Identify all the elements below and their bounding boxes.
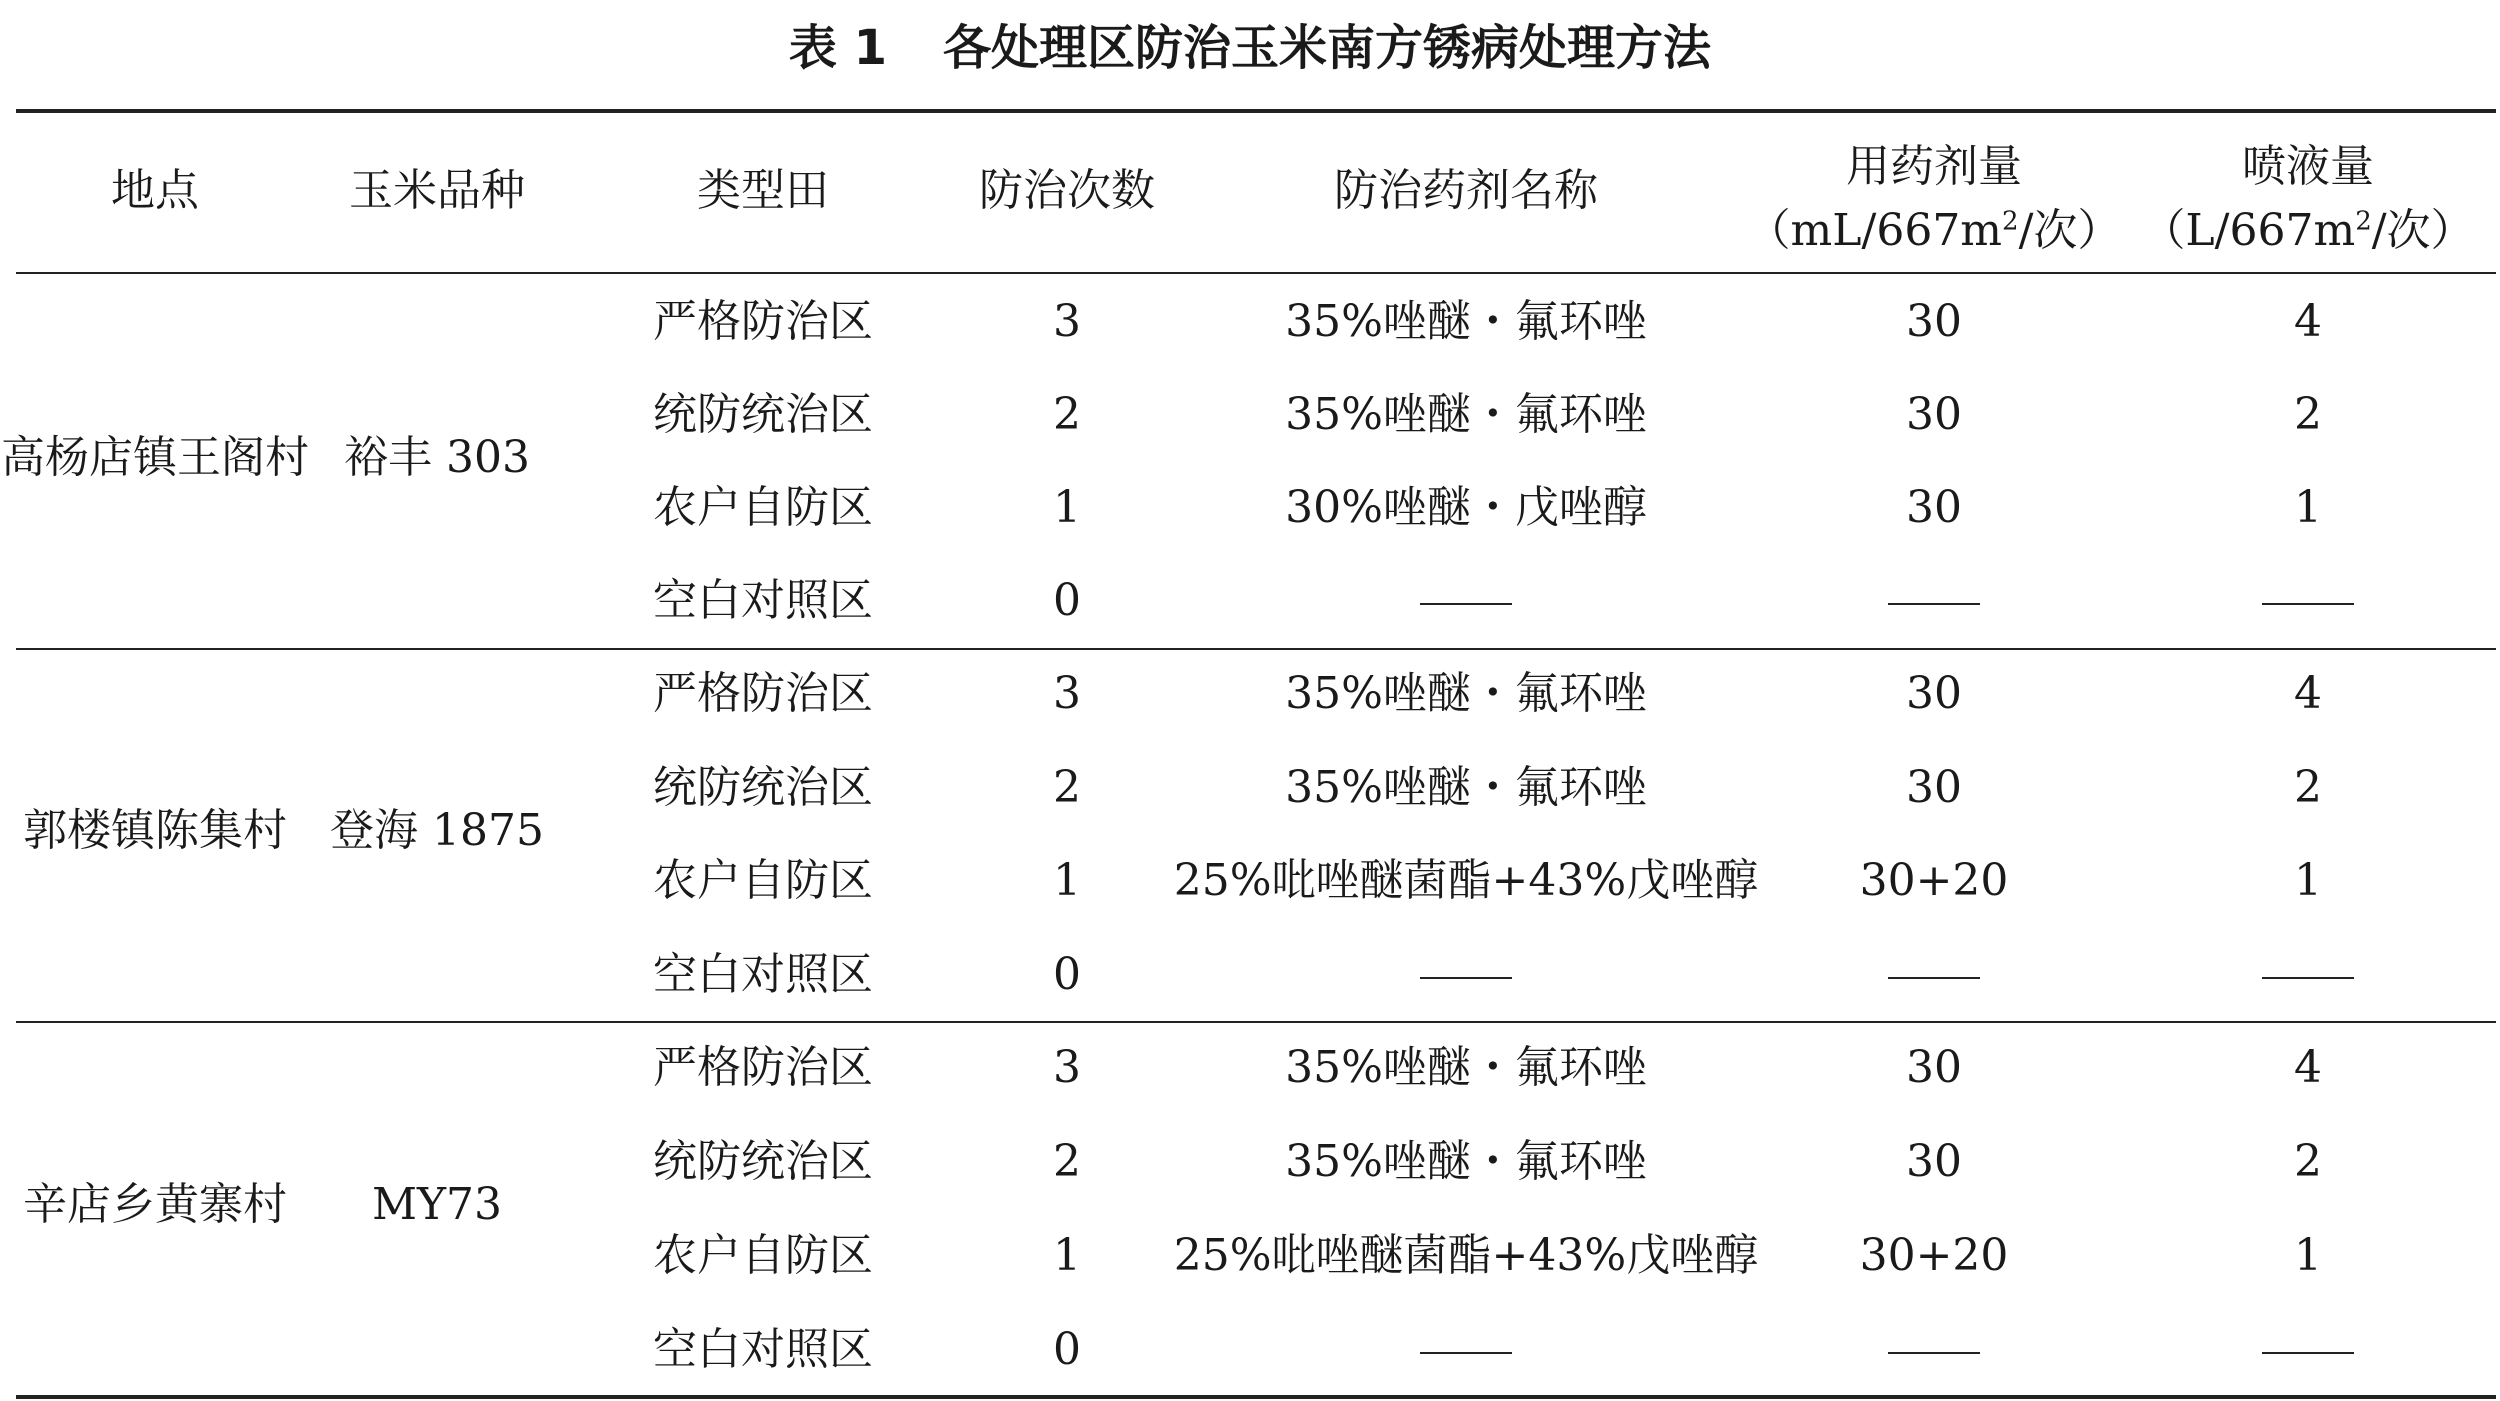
cell-times: 3 bbox=[1053, 1042, 1081, 1093]
column-header bbox=[1724, 135, 2144, 263]
cell-spray: 2 bbox=[2294, 389, 2322, 440]
empty-dash bbox=[1888, 1352, 1980, 1354]
cell-times: 2 bbox=[1053, 1136, 1081, 1187]
cell-location: 郭楼镇陈集村 bbox=[23, 804, 287, 856]
cell-location: 辛店乡黄寨村 bbox=[23, 1179, 287, 1230]
table-rule bbox=[16, 109, 2496, 113]
cell-field-type: 统防统治区 bbox=[653, 1136, 873, 1187]
cell-location: 高杨店镇王阁村 bbox=[1, 431, 309, 483]
cell-agent: 30%唑醚・戊唑醇 bbox=[1285, 482, 1647, 533]
empty-dash bbox=[1420, 1352, 1512, 1354]
cell-spray: 1 bbox=[2294, 482, 2322, 533]
cell-variety: 裕丰 303 bbox=[344, 431, 530, 483]
empty-dash bbox=[1888, 603, 1980, 605]
cell-field-type: 空白对照区 bbox=[653, 1324, 873, 1375]
cell-variety: MY73 bbox=[371, 1179, 503, 1230]
table-rule bbox=[16, 1021, 2496, 1023]
column-header bbox=[307, 163, 567, 219]
cell-dosage: 30+20 bbox=[1859, 1230, 2009, 1281]
cell-agent: 35%唑醚・氟环唑 bbox=[1285, 1042, 1647, 1093]
cell-agent: 25%吡唑醚菌酯+43%戊唑醇 bbox=[1173, 1230, 1759, 1281]
cell-times: 3 bbox=[1053, 296, 1081, 347]
cell-spray: 4 bbox=[2294, 668, 2322, 719]
cell-field-type: 农户自防区 bbox=[653, 1230, 873, 1281]
cell-dosage bbox=[1724, 573, 2144, 629]
column-header-unit: （$mL/667m^2/$次） bbox=[1746, 205, 2122, 256]
cell-dosage: 30 bbox=[1906, 296, 1962, 347]
cell-agent: 25%吡唑醚菌酯+43%戊唑醇 bbox=[1173, 855, 1759, 906]
cell-dosage: 30 bbox=[1906, 668, 1962, 719]
cell-dosage: 30+20 bbox=[1859, 855, 2009, 906]
cell-spray: 4 bbox=[2294, 1042, 2322, 1093]
cell-times: 1 bbox=[1053, 855, 1081, 906]
cell-field-type: 空白对照区 bbox=[653, 949, 873, 1000]
cell-field-type: 农户自防区 bbox=[653, 482, 873, 533]
cell-dosage: 30 bbox=[1906, 1042, 1962, 1093]
column-header-label: 类型田 bbox=[697, 165, 829, 216]
cell-spray: 1 bbox=[2294, 1230, 2322, 1281]
empty-dash bbox=[1420, 603, 1512, 605]
column-header bbox=[2118, 135, 2498, 263]
table-rule bbox=[16, 1395, 2496, 1399]
cell-dosage: 30 bbox=[1906, 482, 1962, 533]
cell-agent: 35%唑醚・氟环唑 bbox=[1285, 389, 1647, 440]
cell-field-type: 空白对照区 bbox=[653, 575, 873, 626]
empty-dash bbox=[1420, 977, 1512, 979]
empty-dash bbox=[2262, 603, 2354, 605]
cell-spray: 2 bbox=[2294, 1136, 2322, 1187]
column-header bbox=[1146, 163, 1786, 219]
column-header bbox=[0, 163, 320, 219]
cell-agent: 35%唑醚・氟环唑 bbox=[1285, 668, 1647, 719]
cell-dosage: 30 bbox=[1906, 762, 1962, 813]
cell-agent: 35%唑醚・氟环唑 bbox=[1285, 296, 1647, 347]
cell-dosage bbox=[1724, 947, 2144, 1003]
cell-agent bbox=[1146, 573, 1786, 629]
empty-dash bbox=[1888, 977, 1980, 979]
column-header-unit: （$L/667m^2/$次） bbox=[2141, 205, 2475, 256]
column-header bbox=[613, 163, 913, 219]
cell-spray bbox=[2118, 1322, 2498, 1378]
cell-times: 1 bbox=[1053, 482, 1081, 533]
cell-times: 0 bbox=[1053, 949, 1081, 1000]
cell-agent: 35%唑醚・氟环唑 bbox=[1285, 1136, 1647, 1187]
cell-field-type: 统防统治区 bbox=[653, 389, 873, 440]
cell-times: 2 bbox=[1053, 389, 1081, 440]
empty-dash bbox=[2262, 977, 2354, 979]
column-header-label: 玉米品种 bbox=[349, 165, 525, 216]
cell-field-type: 统防统治区 bbox=[653, 762, 873, 813]
table-rule bbox=[16, 272, 2496, 274]
cell-dosage: 30 bbox=[1906, 1136, 1962, 1187]
cell-field-type: 严格防治区 bbox=[653, 1042, 873, 1093]
cell-spray bbox=[2118, 947, 2498, 1003]
cell-agent bbox=[1146, 1322, 1786, 1378]
cell-times: 2 bbox=[1053, 762, 1081, 813]
cell-field-type: 农户自防区 bbox=[653, 855, 873, 906]
cell-times: 1 bbox=[1053, 1230, 1081, 1281]
cell-spray: 1 bbox=[2294, 855, 2322, 906]
column-header-label: 地点 bbox=[111, 165, 199, 216]
table-caption-number: 表 1 bbox=[788, 20, 888, 76]
cell-spray bbox=[2118, 573, 2498, 629]
cell-times: 0 bbox=[1053, 575, 1081, 626]
cell-times: 3 bbox=[1053, 668, 1081, 719]
cell-times: 0 bbox=[1053, 1324, 1081, 1375]
cell-spray: 4 bbox=[2294, 296, 2322, 347]
table-rule bbox=[16, 648, 2496, 650]
cell-spray: 2 bbox=[2294, 762, 2322, 813]
table-caption-text: 各处理区防治玉米南方锈病处理方法 bbox=[943, 20, 1712, 76]
cell-agent bbox=[1146, 947, 1786, 1003]
cell-field-type: 严格防治区 bbox=[653, 668, 873, 719]
empty-dash bbox=[2262, 1352, 2354, 1354]
cell-dosage bbox=[1724, 1322, 2144, 1378]
column-header-label: 防治次数 bbox=[979, 165, 1155, 216]
column-header-label: 用药剂量 bbox=[1846, 141, 2022, 192]
cell-agent: 35%唑醚・氟环唑 bbox=[1285, 762, 1647, 813]
column-header-label: 防治药剂名称 bbox=[1334, 165, 1598, 216]
cell-variety: 登海 1875 bbox=[330, 804, 544, 856]
column-header-label: 喷液量 bbox=[2242, 141, 2374, 192]
table-caption bbox=[0, 12, 2500, 84]
cell-field-type: 严格防治区 bbox=[653, 296, 873, 347]
cell-dosage: 30 bbox=[1906, 389, 1962, 440]
